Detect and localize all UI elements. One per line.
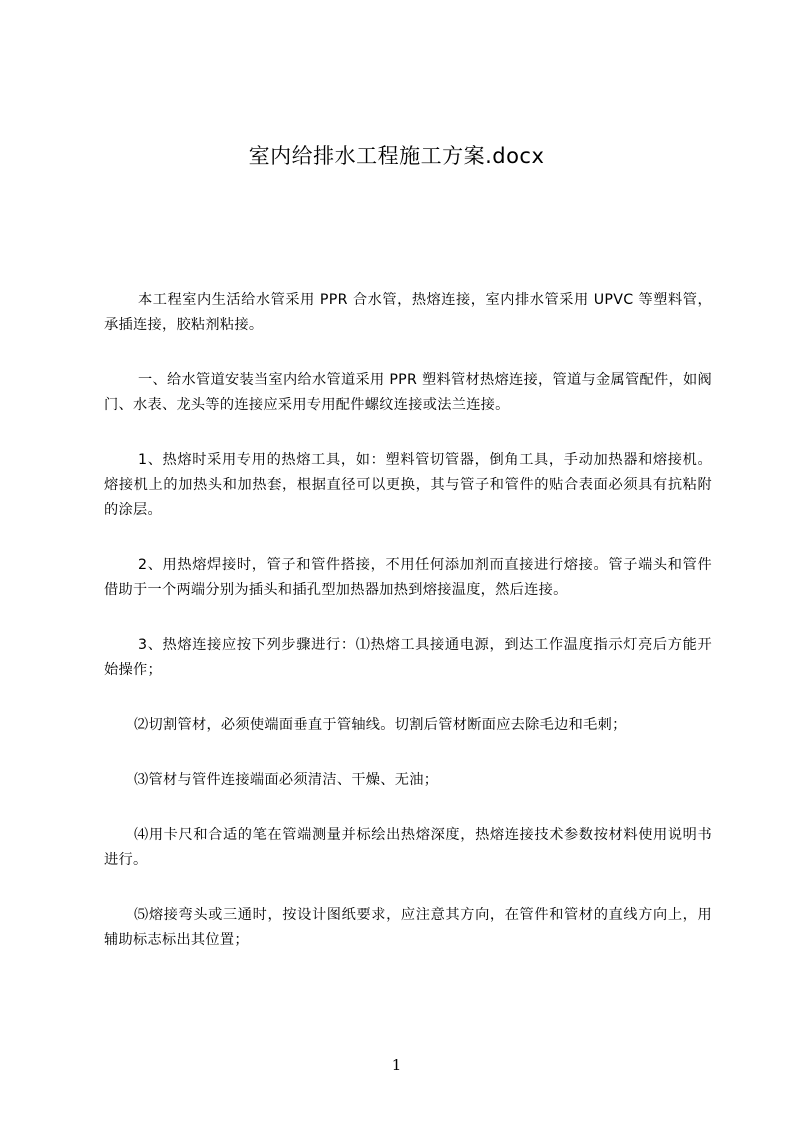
paragraph-step-5: ⑸熔接弯头或三通时，按设计图纸要求，应注意其方向，在管件和管材的直线方向上，用辅助标志标出其位置； (104, 907, 712, 948)
page-number: 1 (391, 1056, 402, 1074)
document-title: 室内给排水工程施工方案.docx (248, 144, 545, 168)
paragraph-step-2: ⑵切割管材，必须使端面垂直于管轴线。切割后管材断面应去除毛边和毛刺； (134, 717, 627, 733)
document-body (104, 288, 712, 983)
paragraph-item-3: 3、热熔连接应按下列步骤进行：⑴热熔工具接通电源，到达工作温度指示灯亮后方能开始操作； (104, 637, 712, 678)
paragraph-item-2: 2、用热熔焊接时，管子和管件搭接，不用任何添加剂而直接进行熔接。管子端头和管件借助于一个两端分别为插头和插孔型加热器加热到熔接温度，然后连接。 (104, 557, 712, 598)
paragraph-intro: 本工程室内生活给水管采用 PPR 合水管，热熔连接，室内排水管采用 UPVC 等塑料管，承插连接，胶粘剂粘接。 (104, 292, 712, 333)
paragraph-section-1: 一、给水管道安装当室内给水管道采用 PPR 塑料管材热熔连接，管道与金属管配件，如阀门、水表、龙头等的连接应采用专用配件螺纹连接或法兰连接。 (104, 372, 712, 413)
paragraph-item-1: 1、热熔时采用专用的热熔工具，如：塑料管切管器，倒角工具，手动加热器和熔接机。熔接机上的加热头和加热套，根据直径可以更换，其与管子和管件的贴合表面必须具有抗粘附的涂层。 (104, 452, 712, 518)
paragraph-step-4: ⑷用卡尺和合适的笔在管端测量并标绘出热熔深度，热熔连接技术参数按材料使用说明书进行。 (104, 827, 712, 868)
paragraph-step-3: ⑶管材与管件连接端面必须清洁、干燥、无油； (134, 772, 439, 788)
